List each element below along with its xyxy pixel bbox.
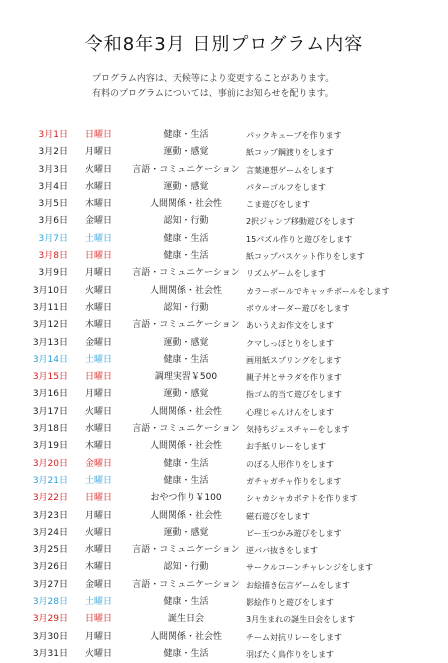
schedule-weekday: 木曜日 bbox=[84, 441, 112, 452]
schedule-row bbox=[0, 317, 448, 334]
schedule-weekday: 土曜日 bbox=[84, 597, 112, 608]
schedule-category: 健康・生活 bbox=[163, 251, 209, 262]
schedule-date: 3月21日 bbox=[32, 475, 68, 486]
schedule-row bbox=[0, 611, 448, 628]
schedule-row bbox=[0, 438, 448, 455]
schedule-activity: 気持ちジェスチャーをします bbox=[246, 425, 350, 435]
schedule-weekday: 水曜日 bbox=[84, 302, 112, 313]
schedule-category: 言語・コミュニケーション bbox=[132, 424, 240, 435]
schedule-activity: 15パズル作りと遊びをします bbox=[246, 234, 353, 244]
schedule-category: 調理実習￥500 bbox=[154, 372, 218, 383]
schedule-row bbox=[0, 196, 448, 213]
schedule-date: 3月17日 bbox=[32, 406, 68, 417]
schedule-category: 認知・行動 bbox=[163, 216, 209, 227]
schedule-weekday: 火曜日 bbox=[84, 527, 112, 538]
schedule-row bbox=[0, 248, 448, 265]
schedule-date: 3月31日 bbox=[32, 648, 68, 659]
schedule-category: 人間関係・社会性 bbox=[149, 406, 222, 417]
schedule-weekday: 金曜日 bbox=[84, 579, 112, 590]
schedule-activity: 影絵作りと遊びをします bbox=[246, 598, 334, 608]
schedule-row bbox=[0, 508, 448, 525]
schedule-date: 3月12日 bbox=[32, 320, 68, 331]
schedule-date: 3月15日 bbox=[32, 372, 68, 383]
note-line: 有料のプログラムについては、事前にお知らせを配ります。 bbox=[92, 89, 334, 99]
schedule-date: 3月24日 bbox=[32, 527, 68, 538]
schedule-date: 3月27日 bbox=[32, 579, 68, 590]
schedule-category: 健康・生活 bbox=[163, 354, 209, 365]
schedule-weekday: 土曜日 bbox=[84, 354, 112, 365]
schedule-date: 3月3日 bbox=[38, 164, 68, 175]
schedule-weekday: 火曜日 bbox=[84, 648, 112, 659]
schedule-date: 3月19日 bbox=[32, 441, 68, 452]
schedule-row bbox=[0, 283, 448, 300]
schedule-row bbox=[0, 525, 448, 542]
schedule-weekday: 金曜日 bbox=[84, 216, 112, 227]
schedule-weekday: 日曜日 bbox=[84, 130, 112, 140]
schedule-date: 3月8日 bbox=[38, 251, 68, 262]
schedule-weekday: 金曜日 bbox=[84, 337, 112, 348]
schedule-category: 誕生日会 bbox=[167, 614, 204, 625]
schedule-row bbox=[0, 369, 448, 386]
schedule-row bbox=[0, 213, 448, 230]
schedule-weekday: 月曜日 bbox=[84, 268, 112, 279]
schedule-activity: クマしっぽとりをします bbox=[246, 338, 334, 348]
schedule-category: 健康・生活 bbox=[163, 458, 209, 469]
schedule-activity: 紙コップ鋼渡りをします bbox=[246, 148, 334, 158]
schedule-activity: お絵描き伝言ゲームをします bbox=[246, 580, 350, 590]
note-line: プログラム内容は、天候等により変更することがあります。 bbox=[92, 74, 335, 84]
schedule-row bbox=[0, 577, 448, 594]
schedule-activity: サークルコーンチャレンジをします bbox=[246, 563, 373, 573]
schedule-weekday: 月曜日 bbox=[84, 389, 112, 400]
schedule-weekday: 金曜日 bbox=[84, 458, 112, 469]
schedule-date: 3月23日 bbox=[32, 510, 68, 521]
schedule-activity: チーム対抗リレーをします bbox=[246, 632, 342, 642]
schedule-weekday: 木曜日 bbox=[84, 562, 112, 573]
schedule-row bbox=[0, 352, 448, 369]
schedule-category: 健康・生活 bbox=[163, 475, 209, 486]
schedule-weekday: 日曜日 bbox=[84, 614, 112, 625]
schedule-date: 3月16日 bbox=[32, 389, 68, 400]
schedule-activity: ボウルオーダー遊びをします bbox=[246, 303, 350, 313]
schedule-date: 3月18日 bbox=[32, 424, 68, 435]
schedule-date: 3月10日 bbox=[32, 285, 68, 296]
schedule-category: 言語・コミュニケーション bbox=[132, 545, 240, 556]
schedule-row bbox=[0, 335, 448, 352]
schedule-weekday: 月曜日 bbox=[84, 147, 112, 158]
schedule-date: 3月30日 bbox=[32, 631, 68, 642]
schedule-activity: こま遊びをします bbox=[246, 200, 310, 210]
schedule-weekday: 火曜日 bbox=[84, 406, 112, 417]
schedule-date: 3月20日 bbox=[32, 458, 68, 469]
schedule-activity: シャカシャカポテトを作ります bbox=[246, 494, 358, 504]
schedule-category: 健康・生活 bbox=[163, 648, 209, 659]
schedule-row bbox=[0, 594, 448, 611]
schedule-category: 健康・生活 bbox=[163, 597, 209, 608]
schedule-activity: 親子丼とサラダを作ります bbox=[246, 373, 342, 383]
schedule-category: 言語・コミュニケーション bbox=[132, 164, 240, 175]
schedule-date: 3月6日 bbox=[38, 216, 68, 227]
schedule-date: 3月2日 bbox=[38, 147, 68, 158]
schedule-row bbox=[0, 144, 448, 161]
schedule-date: 3月4日 bbox=[38, 181, 68, 192]
schedule-category: 運動・感覚 bbox=[163, 337, 209, 348]
schedule-weekday: 水曜日 bbox=[84, 181, 112, 192]
schedule-category: 人間関係・社会性 bbox=[149, 510, 222, 521]
schedule-activity: お手紙リレーをします bbox=[246, 442, 326, 452]
schedule-activity: パックキューブを作ります bbox=[246, 131, 342, 140]
schedule-date: 3月11日 bbox=[32, 302, 68, 313]
schedule-activity: 3月生まれの誕生日会をします bbox=[246, 615, 356, 625]
schedule-category: 人間関係・社会性 bbox=[149, 285, 222, 296]
schedule-category: 健康・生活 bbox=[163, 130, 209, 140]
schedule-activity: リズムゲームをします bbox=[246, 269, 326, 279]
schedule-category: 運動・感覚 bbox=[163, 181, 209, 192]
schedule-weekday: 木曜日 bbox=[84, 199, 112, 210]
schedule-activity: あいうえお作文をします bbox=[246, 321, 334, 331]
schedule-activity: ガチャガチャ作りをします bbox=[246, 476, 342, 486]
schedule-date: 3月14日 bbox=[32, 354, 68, 365]
schedule-category: 言語・コミュニケーション bbox=[132, 579, 240, 590]
schedule-category: おやつ作り￥100 bbox=[150, 493, 222, 504]
schedule-weekday: 火曜日 bbox=[84, 164, 112, 175]
schedule-weekday: 日曜日 bbox=[84, 251, 112, 262]
schedule-weekday: 水曜日 bbox=[84, 545, 112, 556]
schedule-row bbox=[0, 179, 448, 196]
schedule-activity: 紙コップバスケット作りをします bbox=[246, 252, 365, 262]
schedule-activity: のぼる人形作りをします bbox=[246, 459, 334, 469]
schedule-date: 3月22日 bbox=[32, 493, 68, 504]
schedule-date: 3月9日 bbox=[38, 268, 68, 279]
schedule-row bbox=[0, 559, 448, 576]
schedule-row bbox=[0, 300, 448, 317]
schedule-category: 運動・感覚 bbox=[163, 147, 209, 158]
schedule-weekday: 土曜日 bbox=[84, 475, 112, 486]
schedule-row bbox=[0, 421, 448, 438]
page-title: 令和8年3月 日別プログラム内容 bbox=[84, 34, 364, 55]
schedule-category: 認知・行動 bbox=[163, 562, 209, 573]
schedule-weekday: 土曜日 bbox=[84, 233, 112, 244]
schedule-activity: 2択ジャンプ移動遊びをします bbox=[246, 217, 355, 227]
schedule-date: 3月5日 bbox=[38, 199, 68, 210]
schedule-row bbox=[0, 386, 448, 403]
schedule-category: 運動・感覚 bbox=[163, 389, 209, 400]
schedule-category: 人間関係・社会性 bbox=[149, 199, 222, 210]
schedule-category: 運動・感覚 bbox=[163, 527, 209, 538]
schedule-activity: 画用紙スプリングをします bbox=[246, 355, 342, 365]
schedule-row bbox=[0, 473, 448, 490]
schedule-activity: 磁石遊びをします bbox=[246, 511, 310, 521]
schedule-date: 3月1日 bbox=[38, 130, 68, 140]
schedule-table bbox=[0, 127, 448, 663]
schedule-date: 3月26日 bbox=[32, 562, 68, 573]
schedule-category: 認知・行動 bbox=[163, 302, 209, 313]
schedule-row bbox=[0, 265, 448, 282]
schedule-category: 人間関係・社会性 bbox=[149, 631, 222, 642]
schedule-activity: ビー玉つかみ遊びをします bbox=[246, 528, 342, 538]
schedule-weekday: 日曜日 bbox=[84, 493, 112, 504]
schedule-category: 人間関係・社会性 bbox=[149, 441, 222, 452]
schedule-activity: 心理じゃんけんをします bbox=[246, 407, 334, 417]
schedule-activity: カラーボールでキャッチボールをします bbox=[246, 286, 390, 296]
schedule-row bbox=[0, 404, 448, 421]
schedule-row bbox=[0, 490, 448, 507]
schedule-weekday: 火曜日 bbox=[84, 285, 112, 296]
schedule-category: 健康・生活 bbox=[163, 233, 209, 244]
schedule-weekday: 日曜日 bbox=[84, 372, 112, 383]
schedule-weekday: 月曜日 bbox=[84, 631, 112, 642]
schedule-category: 言語・コミュニケーション bbox=[132, 320, 240, 331]
schedule-weekday: 木曜日 bbox=[84, 320, 112, 331]
schedule-row bbox=[0, 646, 448, 663]
schedule-row bbox=[0, 231, 448, 248]
notes bbox=[92, 72, 334, 102]
schedule-date: 3月13日 bbox=[32, 337, 68, 348]
schedule-activity: パターゴルフをします bbox=[246, 182, 326, 192]
schedule-row bbox=[0, 127, 448, 144]
schedule-date: 3月28日 bbox=[32, 597, 68, 608]
schedule-weekday: 水曜日 bbox=[84, 424, 112, 435]
schedule-activity: 逆ババ抜きをします bbox=[246, 546, 318, 556]
schedule-row bbox=[0, 162, 448, 179]
schedule-date: 3月25日 bbox=[32, 545, 68, 556]
schedule-date: 3月7日 bbox=[38, 233, 68, 244]
schedule-activity: 羽ばたく鳥作りをします bbox=[246, 649, 334, 659]
schedule-date: 3月29日 bbox=[32, 614, 68, 625]
schedule-activity: 言葉連想ゲームをします bbox=[246, 165, 334, 175]
schedule-row bbox=[0, 629, 448, 646]
schedule-activity: 指ゴム的当て遊びをします bbox=[246, 390, 342, 400]
schedule-category: 言語・コミュニケーション bbox=[132, 268, 240, 279]
schedule-row bbox=[0, 456, 448, 473]
schedule-weekday: 月曜日 bbox=[84, 510, 112, 521]
schedule-row bbox=[0, 542, 448, 559]
